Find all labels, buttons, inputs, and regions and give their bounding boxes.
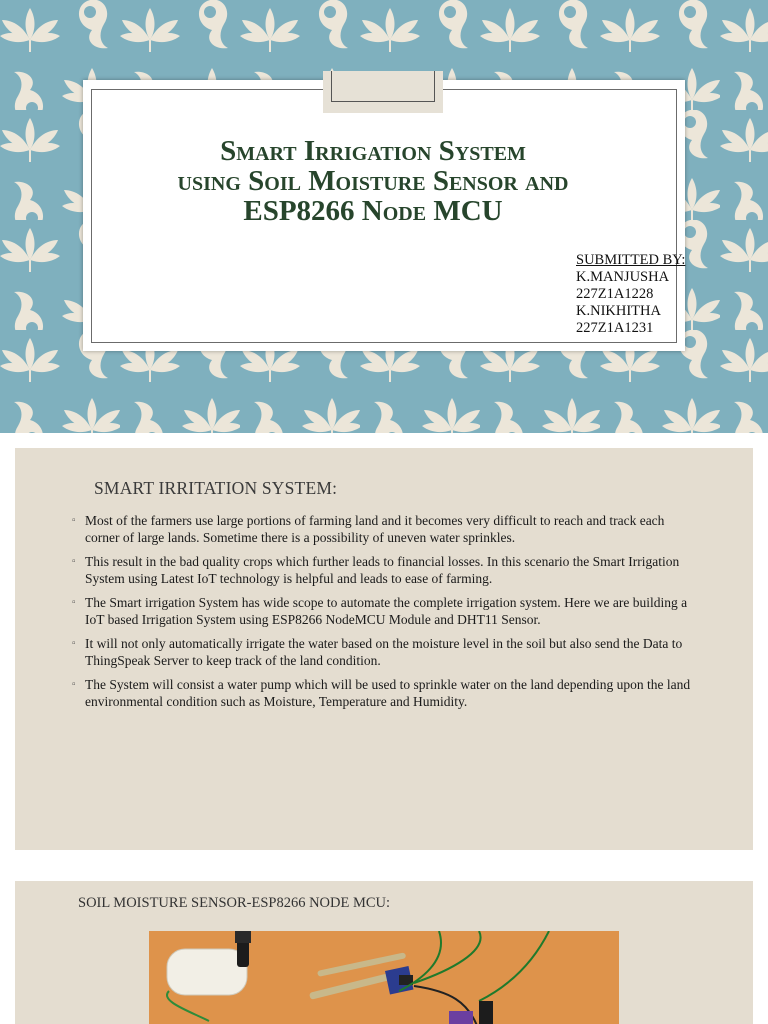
bullet-item: ▫ It will not only automatically irrigate the water based on the moisture level in the soil but also send the Data to ThingSpeak Server to keep track of the land condition. [73,635,693,669]
submitted-by-block [576,252,691,337]
sensor-hardware-illustration [149,931,619,1024]
bullet-item: ▫ The Smart irrigation System has wide scope to automate the complete irrigation system. Here we are building a IoT based Irrigation System using ESP8266 NodeMCU Module and DHT11 Sensor. [73,594,693,628]
slide-heading: SMART IRRITATION SYSTEM: [94,478,338,498]
member-line: 227Z1A1231 [576,320,654,336]
member-line: 227Z1A1228 [576,286,654,302]
bullet-item: ▫ The System will consist a water pump which will be used to sprinkle water on the land depending upon the land environmental condition such as Moisture, Temperature and Humidity. [73,676,693,710]
sensor-photo [149,931,619,1024]
title-tab-decoration [323,71,443,113]
intro-slide [15,448,753,850]
slide-heading: SOIL MOISTURE SENSOR-ESP8266 NODE MCU: [78,895,391,911]
member-line: K.NIKHITHA [576,303,661,319]
bullet-item: ▫ Most of the farmers use large portions of farming land and it becomes very difficult to reach and track each corner of large lands. Sometime there is a possibility of uneven water sprinkles. [73,512,693,546]
bullet-item: ▫ This result in the bad quality crops which further leads to financial losses. In this scenario the Smart Irrigation System using Latest IoT technology is helpful and leads to ease of farming. [73,553,693,587]
bullet-list [73,512,693,717]
slide-title [143,136,603,226]
sensor-slide [15,881,753,1024]
member-line: K.MANJUSHA [576,269,670,285]
submitted-by-label: SUBMITTED BY: [576,252,686,268]
title-slide [0,0,768,433]
title-line-2: using Soil Moisture Sensor and ESP8266 Node MCU [177,165,569,227]
title-line-1: Smart Irrigation System [220,135,526,167]
